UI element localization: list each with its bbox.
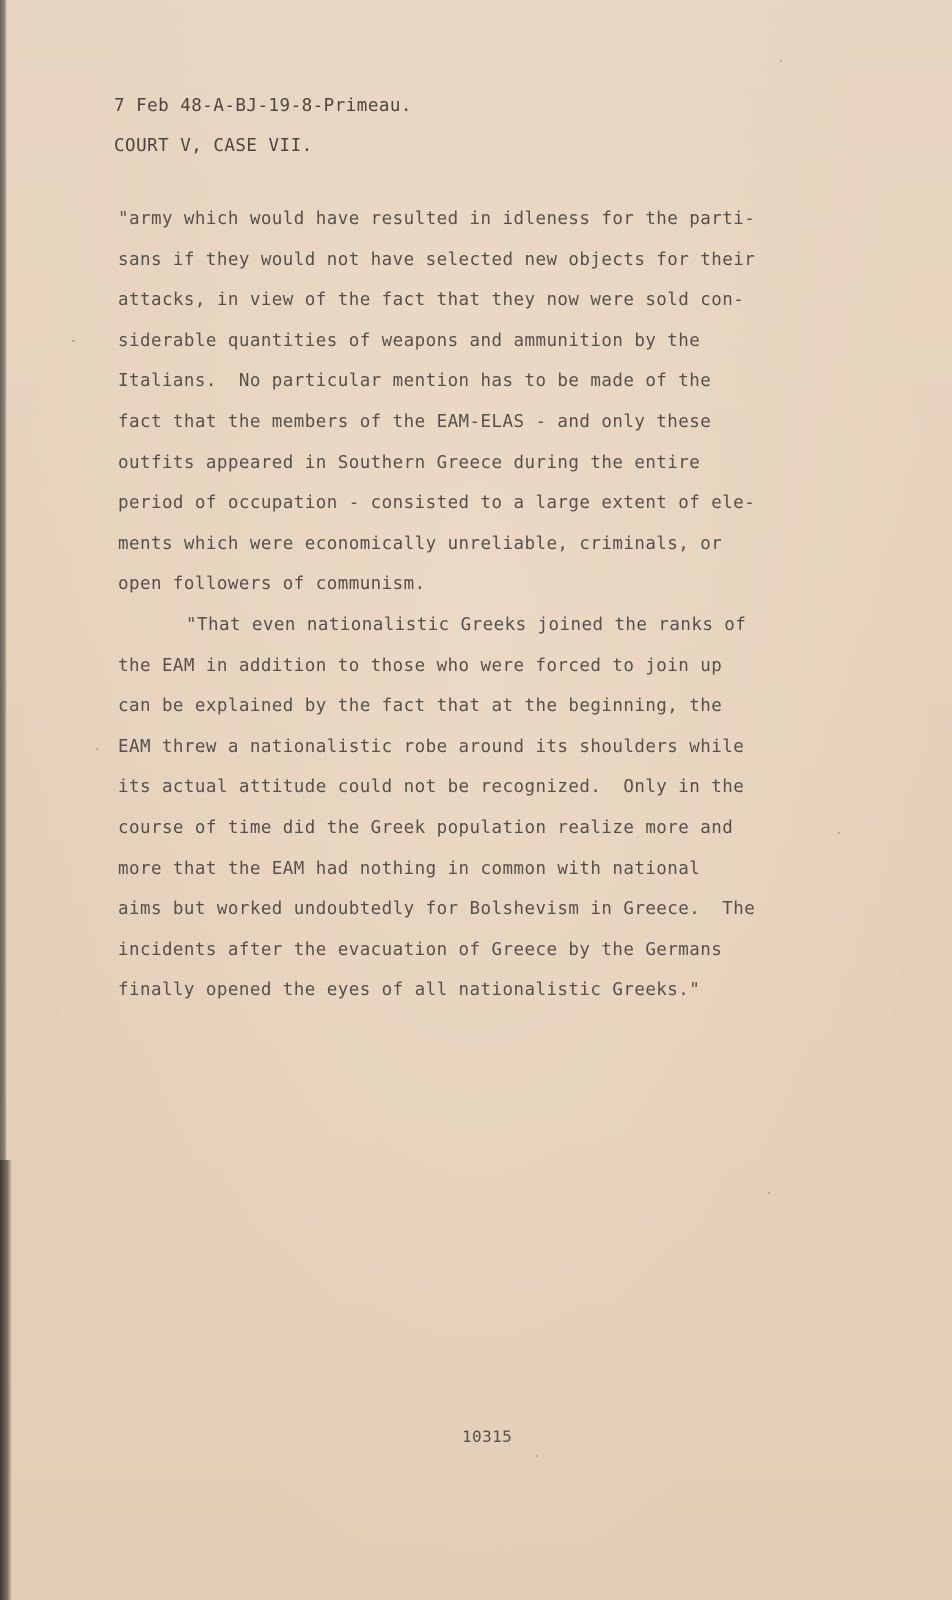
body-line: course of time did the Greek population realize more and (118, 817, 734, 838)
body-line: aims but worked undoubtedly for Bolshevism in Greece. The (118, 899, 756, 920)
body-line: EAM threw a nationalistic robe around its shoulders while (118, 736, 745, 757)
page-number: 10315 (462, 1427, 513, 1446)
body-line-paragraph-start: "That even nationalistic Greeks joined the ranks of (186, 614, 747, 635)
body-line: "army which would have resulted in idleness for the parti- (118, 209, 756, 229)
paper-speck (96, 748, 98, 750)
header-reference-line: 7 Feb 48-A-BJ-19-8-Primeau. (114, 96, 412, 116)
body-line: attacks, in view of the fact that they now were sold con- (118, 290, 745, 311)
paper-speck (768, 1192, 770, 1194)
paper-speck (780, 60, 782, 62)
body-line: sans if they would not have selected new objects for their (118, 249, 756, 270)
body-line: finally opened the eyes of all nationalistic Greeks." (118, 980, 701, 1001)
paper-speck (838, 832, 840, 834)
page-binding-shadow (0, 1160, 12, 1600)
body-line: more that the EAM had nothing in common with national (118, 858, 701, 879)
document-body (118, 199, 838, 1011)
document-header (114, 86, 412, 166)
body-line: period of occupation - consisted to a large extent of ele- (118, 493, 756, 514)
body-line: the EAM in addition to those who were forced to join up (118, 655, 723, 676)
body-line: outfits appeared in Southern Greece during the entire (118, 452, 701, 473)
paper-speck (536, 1455, 538, 1457)
body-line: can be explained by the fact that at the beginning, the (118, 696, 723, 717)
paper-speck (72, 340, 75, 342)
body-line: open followers of communism. (118, 574, 426, 595)
body-line: siderable quantities of weapons and ammunition by the (118, 330, 701, 351)
body-line: fact that the members of the EAM-ELAS - and only these (118, 411, 712, 432)
header-court-line: COURT V, CASE VII. (114, 136, 313, 156)
body-line: Italians. No particular mention has to be made of the (118, 371, 712, 392)
body-line: ments which were economically unreliable, criminals, or (118, 533, 723, 554)
body-line: its actual attitude could not be recognized. Only in the (118, 777, 745, 798)
body-line: incidents after the evacuation of Greece by the Germans (118, 939, 723, 960)
